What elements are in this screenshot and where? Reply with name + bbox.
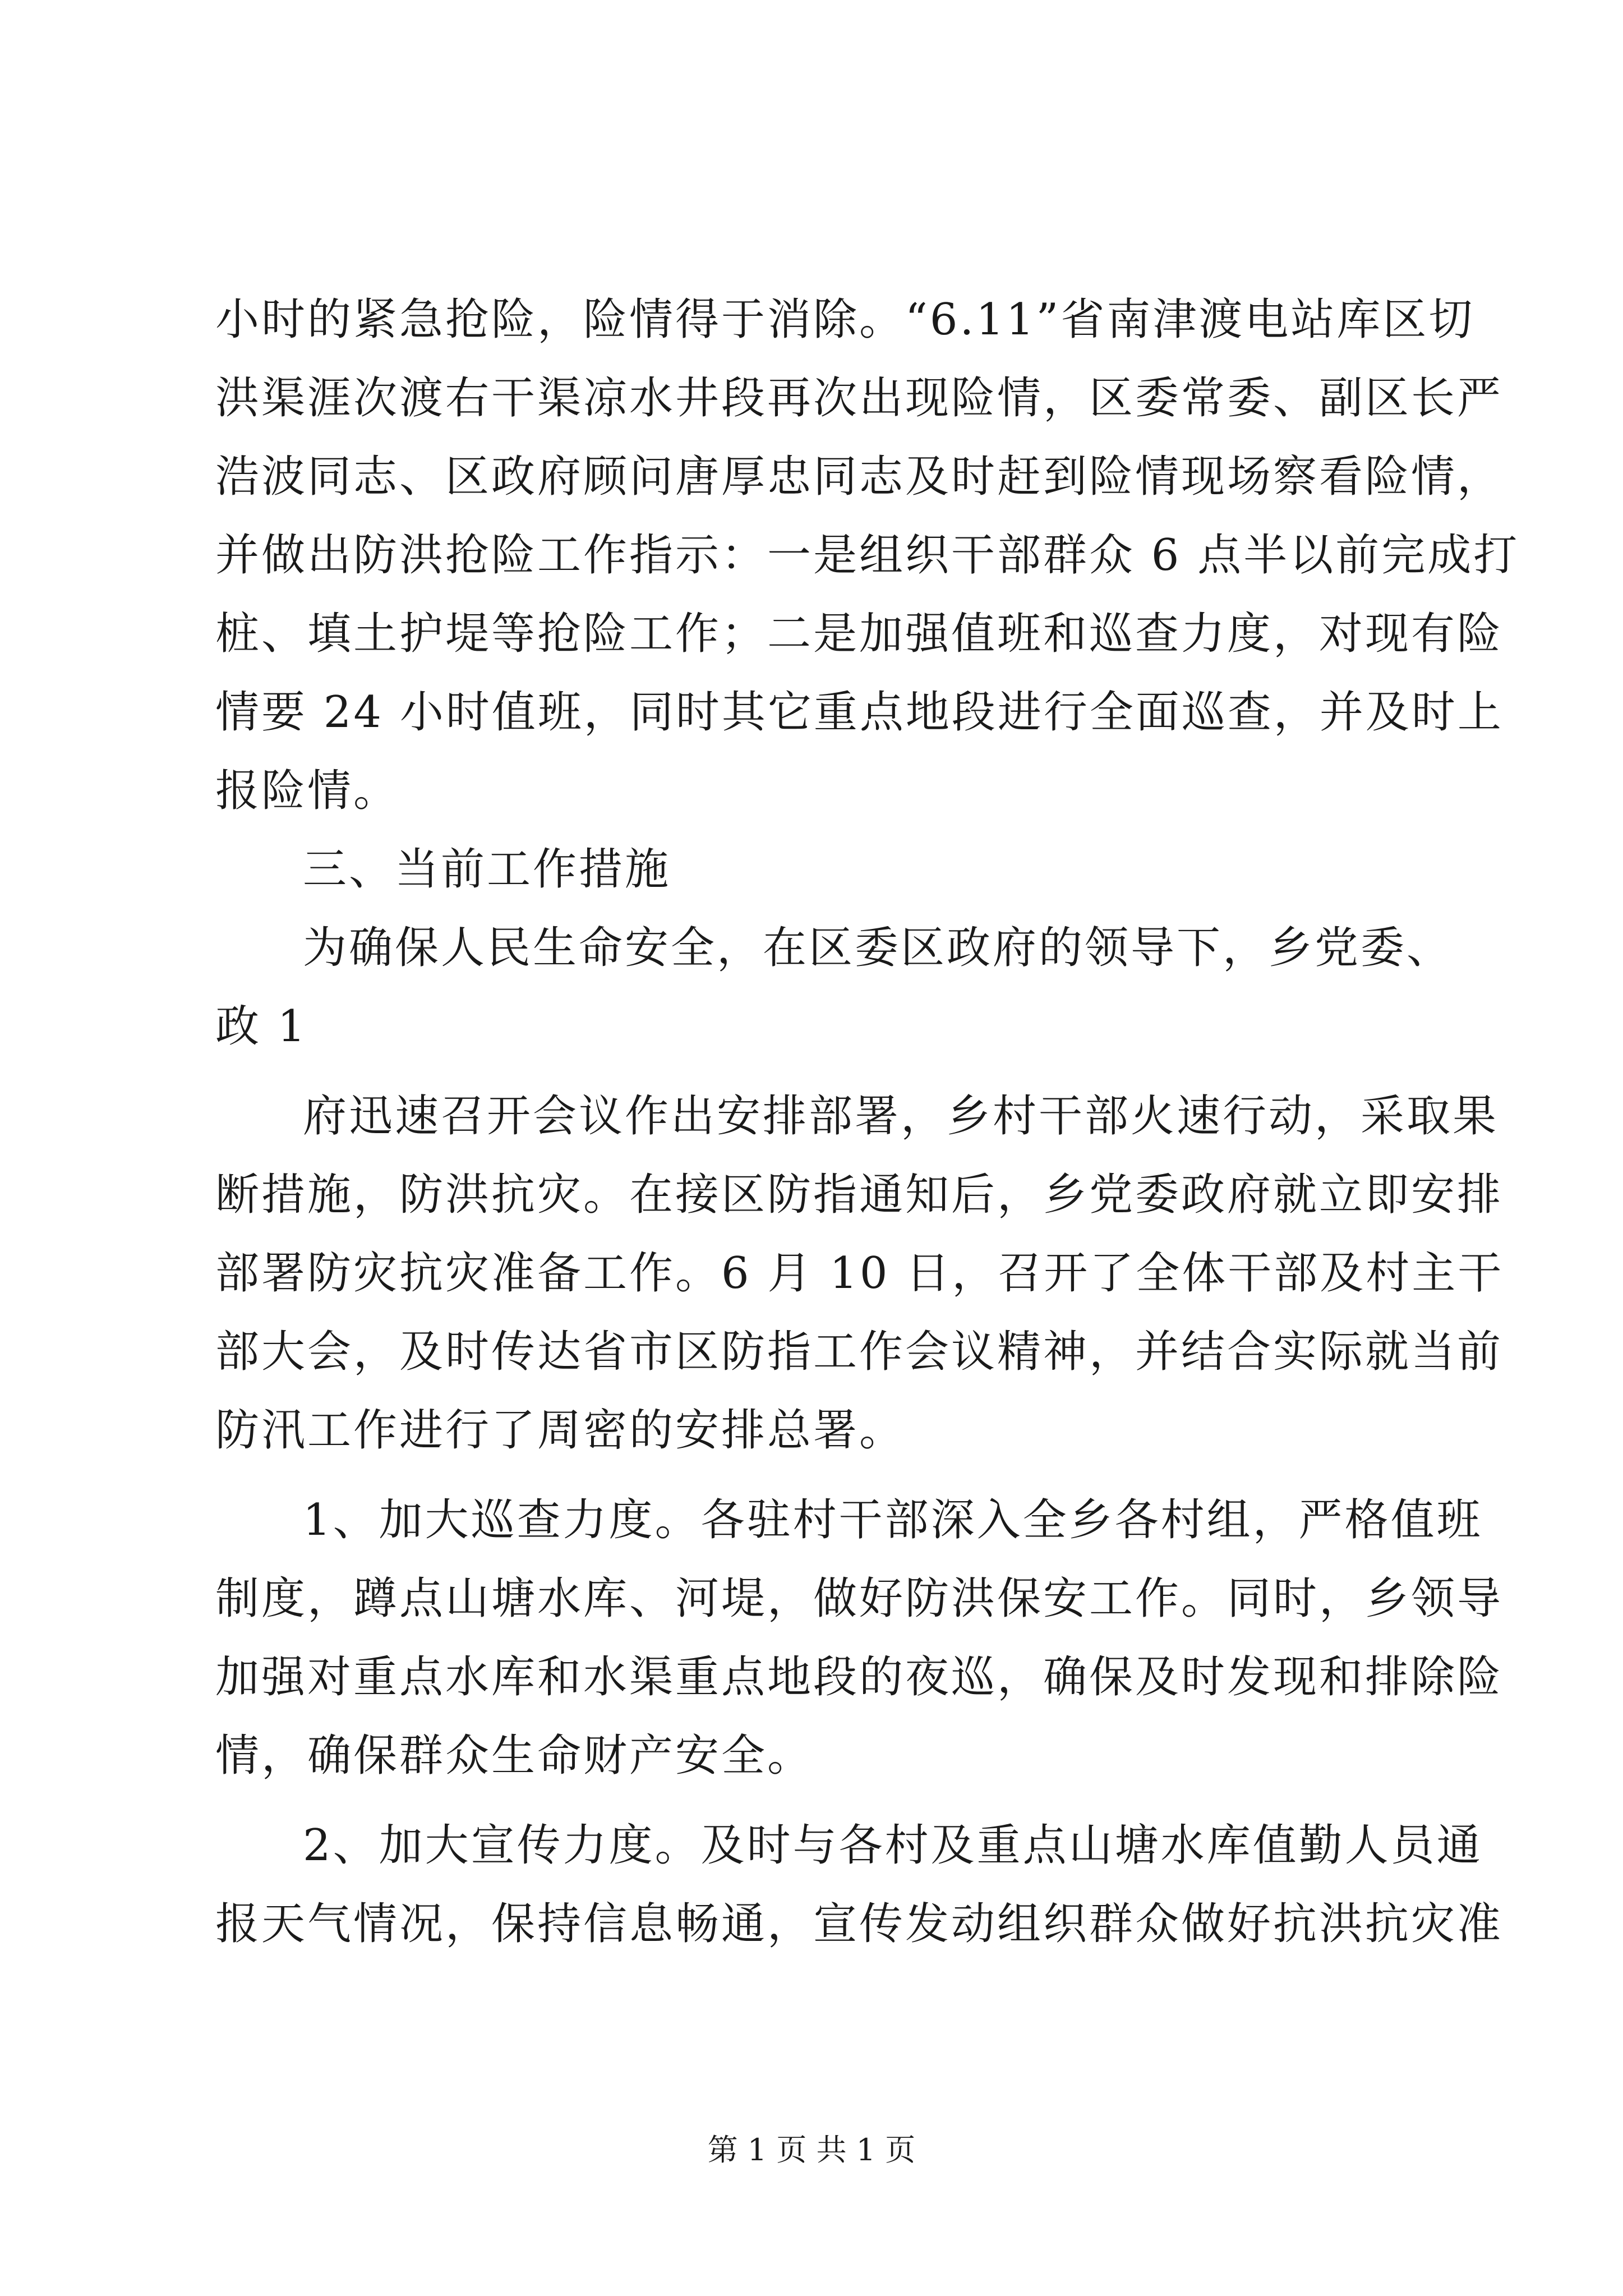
text-line: 政 1: [215, 1001, 308, 1052]
text-line: 浩波同志、区政府顾问唐厚忠同志及时赶到险情现场察看险情，: [215, 452, 1504, 502]
text-line: 加强对重点水库和水渠重点地段的夜巡，确保及时发现和排除险: [215, 1652, 1504, 1703]
section-heading: 三、当前工作措施: [303, 844, 671, 895]
text-line: 情要 24 小时值班，同时其它重点地段进行全面巡查，并及时上: [215, 687, 1504, 738]
text-line: 情，确保群众生命财产安全。: [215, 1731, 814, 1781]
text-line: 为确保人民生命安全，在区委区政府的领导下，乡党委、: [303, 923, 1453, 973]
text-line: 防汛工作进行了周密的安排总署。: [215, 1405, 906, 1456]
text-line: 报险情。: [215, 766, 400, 816]
text-line: 小时的紧急抢险，险情得于消除。“6.11”省南津渡电站库区切: [215, 295, 1475, 345]
text-line: 洪渠涯次渡右干渠凉水井段再次出现险情，区委常委、副区长严: [215, 373, 1504, 424]
text-line: 部署防灾抗灾准备工作。6 月 10 日，召开了全体干部及村主干: [215, 1248, 1504, 1299]
list-item-heading: 2、加大宣传力度。及时与各村及重点山塘水库值勤人员通: [303, 1820, 1483, 1871]
list-item-heading: 1、加大巡查力度。各驻村干部深入全乡各村组，严格值班: [303, 1495, 1483, 1545]
text-line: 制度，蹲点山塘水库、河堤，做好防洪保安工作。同时，乡领导: [215, 1573, 1504, 1624]
text-line: 并做出防洪抢险工作指示：一是组织干部群众 6 点半以前完成打: [215, 530, 1520, 581]
page-footer: 第 1 页 共 1 页: [707, 2132, 916, 2168]
text-line: 部大会，及时传达省市区防指工作会议精神，并结合实际就当前: [215, 1327, 1504, 1377]
text-line: 府迅速召开会议作出安排部署，乡村干部火速行动，采取果: [303, 1091, 1499, 1142]
text-line: 报天气情况，保持信息畅通，宣传发动组织群众做好抗洪抗灾准: [215, 1899, 1504, 1949]
text-line: 桩、填土护堤等抢险工作；二是加强值班和巡查力度，对现有险: [215, 609, 1504, 659]
text-line: 断措施，防洪抗灾。在接区防指通知后，乡党委政府就立即安排: [215, 1170, 1504, 1220]
